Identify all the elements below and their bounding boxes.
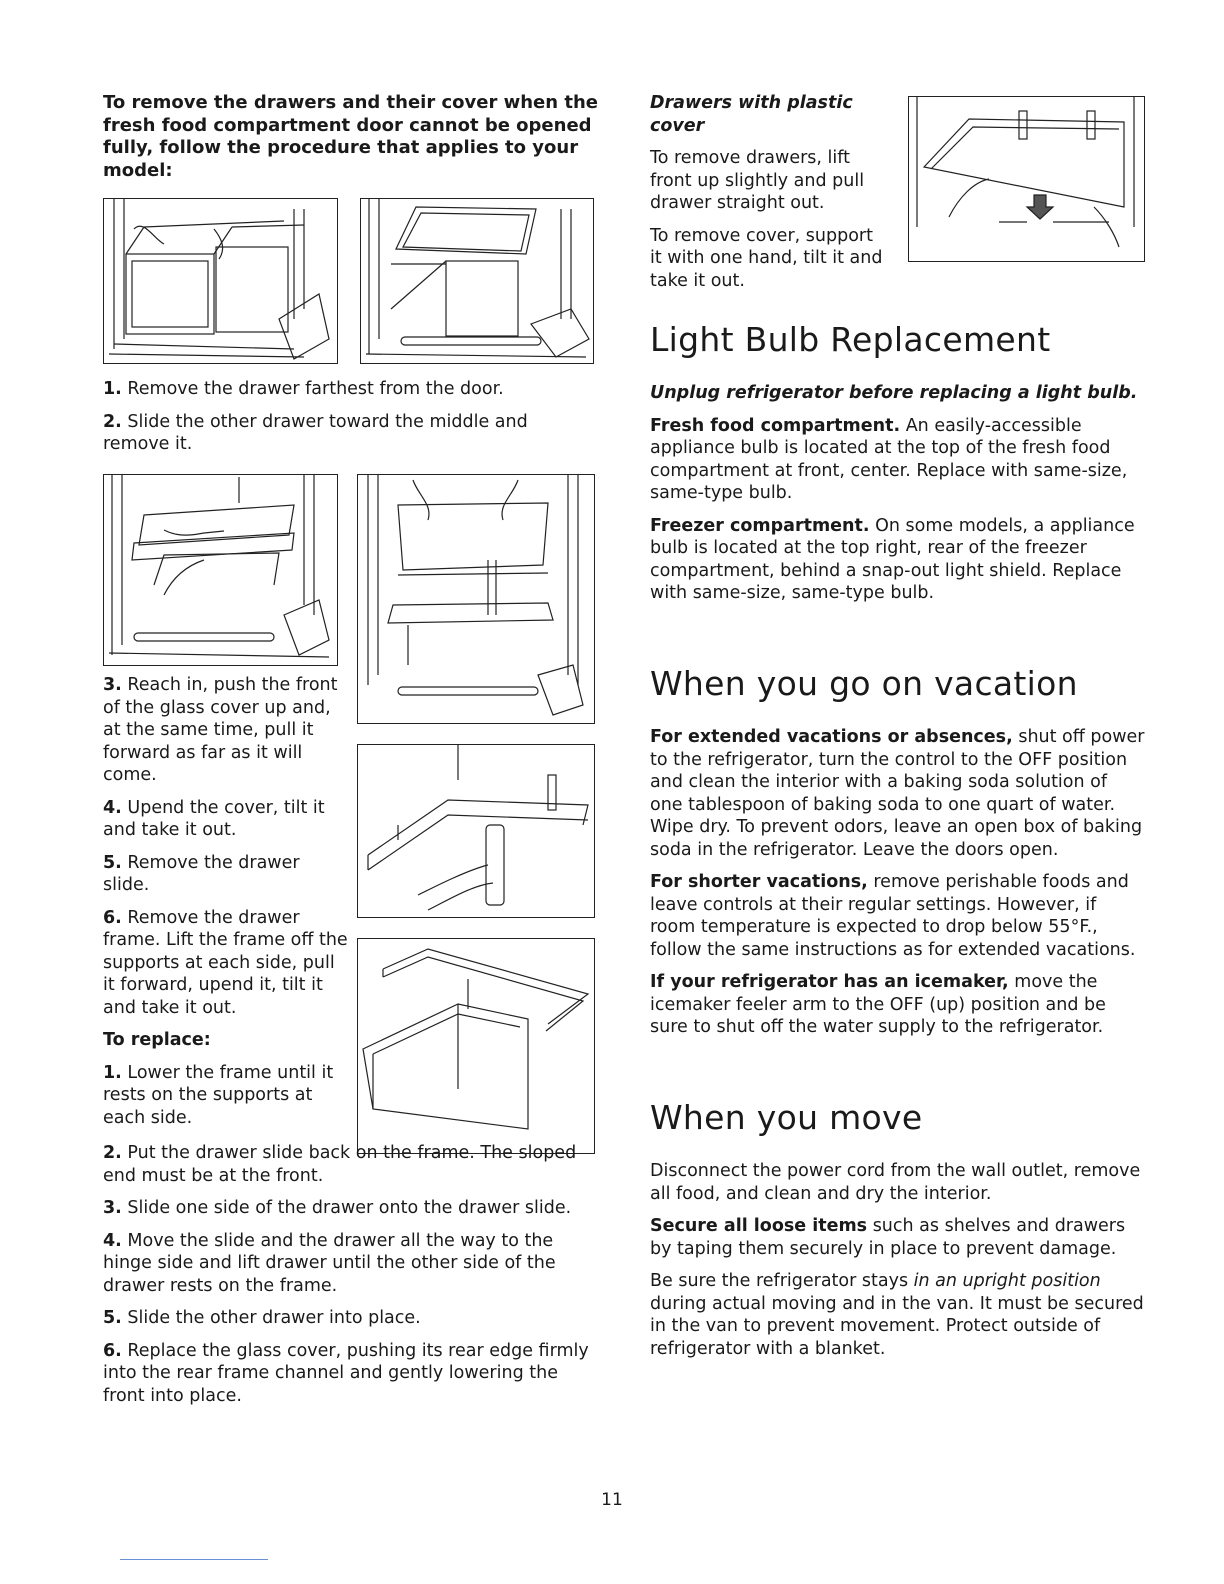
list-item: 6. Replace the glass cover, pushing its rear edge firmly into the rear frame channel and gently lowering the front into place. (103, 1340, 589, 1406)
figure-drawer-frame (357, 938, 595, 1154)
figure-glass-cover-upend (357, 474, 595, 724)
page-number: 11 (601, 1490, 623, 1510)
vacation-title: When you go on vacation (650, 664, 1078, 703)
plastic-cover-text-1: To remove drawers, lift front up slightly and pull drawer straight out. (650, 148, 865, 213)
figure-glass-cover-push (103, 474, 338, 666)
list-item: 2. Slide the other drawer toward the middle and remove it. (103, 411, 528, 454)
move-section (650, 1160, 1145, 1360)
list-item: 3. Slide one side of the drawer onto the drawer slide. (103, 1198, 572, 1218)
plastic-cover-text-2: To remove cover, support it with one hand, tilt it and take it out. (650, 225, 883, 291)
figure-drawer-removal-right (360, 198, 594, 364)
list-item: 5. Slide the other drawer into place. (103, 1308, 421, 1328)
footer-rule (120, 1559, 268, 1560)
unplug-warning: Unplug refrigerator before replacing a light bulb. (650, 383, 1138, 403)
list-item: 1. Lower the frame until it rests on the supports at each side. (103, 1062, 334, 1128)
list-item: 3. Reach in, push the front of the glass cover up and, at the same time, pull it forward as far as it will come. (103, 675, 338, 785)
shorter-vacation-paragraph: For shorter vacations, remove perishable foods and leave controls at their regular settings. However, if room temperature is expected to drop below 55°F., follow the same instructions as for extended vacations. (650, 872, 1136, 960)
figure-drawer-slide (357, 744, 595, 918)
steps-list-b (103, 674, 348, 1129)
freezer-paragraph: Freezer compartment. On some models, a appliance bulb is located at the top right, rear of the freezer compartment, behind a snap-out light shield. Replace with same-size, same-type bulb. (650, 515, 1135, 603)
fresh-food-paragraph: Fresh food compartment. An easily-accessible appliance bulb is located at the top of the fresh food compartment at front, center. Replace with same-size, same-type bulb. (650, 415, 1128, 503)
secure-items-paragraph: Secure all loose items such as shelves and drawers by taping them securely in place to prevent damage. (650, 1216, 1126, 1259)
list-item: 1. Remove the drawer farthest from the door. (103, 379, 504, 399)
plastic-cover-heading: Drawers with plastic cover (650, 93, 853, 136)
move-paragraph-1: Disconnect the power cord from the wall outlet, remove all food, and clean and dry the interior. (650, 1161, 1141, 1204)
figure-drawer-removal-left (103, 198, 338, 364)
list-item: 4. Upend the cover, tilt it and take it out. (103, 797, 325, 840)
icemaker-paragraph: If your refrigerator has an icemaker, move the icemaker feeler arm to the OFF (up) position and be sure to shut off the water supply to the refrigerator. (650, 972, 1106, 1037)
light-bulb-section (650, 382, 1145, 605)
upright-paragraph: Be sure the refrigerator stays in an upright position during actual moving and in the van. It must be secured in the van to prevent movement. Protect outside of refrigerator with a blanket. (650, 1271, 1144, 1359)
vacation-section (650, 726, 1145, 1039)
figure-plastic-cover (908, 96, 1145, 262)
intro-heading: To remove the drawers and their cover when the fresh food compartment door cannot be opened fully, follow the procedure that applies to your model: (103, 92, 598, 181)
list-item: 2. Put the drawer slide back on the frame. The sloped end must be at the front. (103, 1143, 577, 1186)
light-bulb-title: Light Bulb Replacement (650, 320, 1051, 359)
move-title: When you move (650, 1098, 923, 1137)
list-item: 4. Move the slide and the drawer all the way to the hinge side and lift drawer until the other side of the drawer rests on the frame. (103, 1230, 556, 1296)
list-item: 5. Remove the drawer slide. (103, 852, 300, 895)
replace-steps-list (103, 1142, 598, 1407)
plastic-cover-section (650, 92, 888, 292)
list-item: 6. Remove the drawer frame. Lift the frame off the supports at each side, pull it forward, upend it, tilt it and take it out. (103, 907, 348, 1018)
replace-heading: To replace: (103, 1030, 211, 1050)
steps-list-a (103, 378, 598, 456)
extended-vacation-paragraph: For extended vacations or absences, shut off power to the refrigerator, turn the control to the OFF position and clean the interior with a baking soda solution of one tablespoon of baking soda to one quart of water. Wipe dry. To prevent odors, leave an open box of baking soda in the refrigerator. Leave the doors open. (650, 727, 1145, 860)
